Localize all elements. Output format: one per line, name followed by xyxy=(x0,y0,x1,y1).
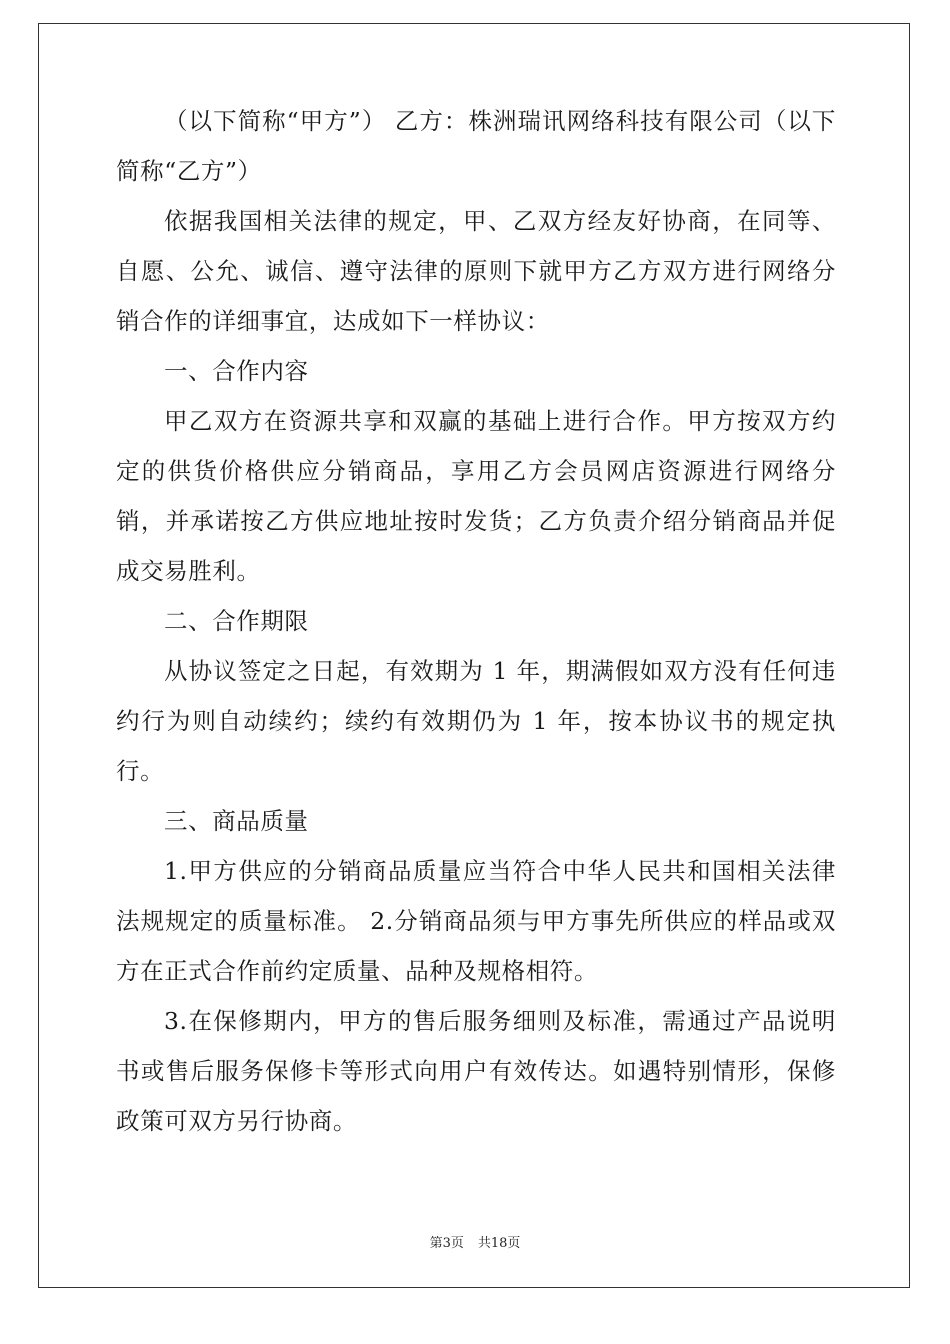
document-body xyxy=(116,96,836,1146)
paragraph-preamble: 依据我国相关法律的规定，甲、乙双方经友好协商，在同等、自愿、公允、诚信、遵守法律的原则下就甲方乙方双方进行网络分销合作的详细事宜，达成如下一样协议： xyxy=(116,207,836,335)
paragraph-parties: （以下简称“甲方”） 乙方：株洲瑞讯网络科技有限公司（以下简称“乙方”） xyxy=(116,107,836,185)
section-heading-product-quality: 三、商品质量 xyxy=(164,807,309,835)
section-heading-cooperation-content: 一、合作内容 xyxy=(164,357,309,385)
section-heading-cooperation-term: 二、合作期限 xyxy=(164,607,309,635)
page-number-current: 第3页 xyxy=(429,1236,464,1251)
paragraph-cooperation-term: 从协议签定之日起，有效期为 1 年，期满假如双方没有任何违约行为则自动续约；续约有效期仍为 1 年，按本协议书的规定执行。 xyxy=(116,657,836,785)
page-footer xyxy=(0,1232,950,1251)
paragraph-quality-clause-1-2: 1.甲方供应的分销商品质量应当符合中华人民共和国相关法律法规规定的质量标准。 2.分销商品须与甲方事先所供应的样品或双方在正式合作前约定质量、品种及规格相符。 xyxy=(116,857,836,985)
page-number-total: 共18页 xyxy=(477,1236,521,1251)
paragraph-cooperation-content: 甲乙双方在资源共享和双赢的基础上进行合作。甲方按双方约定的供货价格供应分销商品，享用乙方会员网店资源进行网络分销，并承诺按乙方供应地址按时发货；乙方负责介绍分销商品并促成交易胜利。 xyxy=(116,407,836,585)
paragraph-quality-clause-3: 3.在保修期内，甲方的售后服务细则及标准，需通过产品说明书或售后服务保修卡等形式向用户有效传达。如遇特别情形，保修政策可双方另行协商。 xyxy=(116,1007,836,1135)
